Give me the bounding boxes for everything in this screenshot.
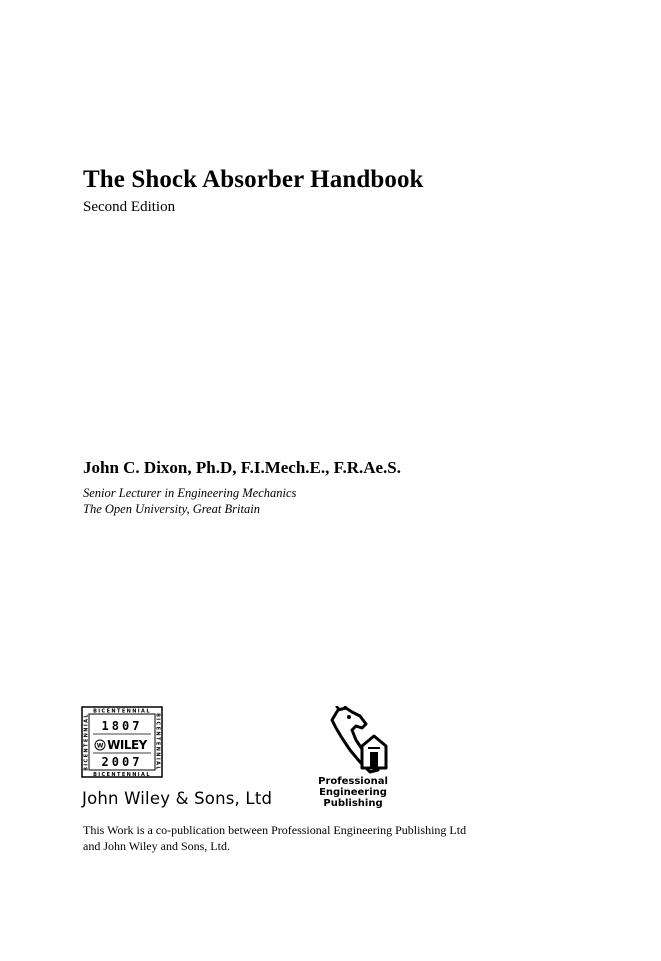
border-text-bottom: BICENTENNIAL	[93, 772, 151, 778]
border-text-right: BICENTENNIAL	[154, 713, 161, 771]
wiley-year-end: 2007	[101, 755, 143, 769]
pep-publisher-name	[314, 776, 392, 809]
book-edition: Second Edition	[83, 199, 176, 215]
border-text-top: BICENTENNIAL	[93, 708, 151, 715]
pep-line-engineering: Engineering	[319, 787, 387, 798]
pep-line-professional: Professional	[318, 776, 388, 787]
border-text-left: BICENTENNIAL	[83, 713, 90, 771]
book-title: The Shock Absorber Handbook	[83, 166, 424, 193]
wiley-bicentennial-logo-icon	[81, 706, 163, 778]
wiley-year-start: 1807	[101, 719, 143, 733]
copublication-note-line1: This Work is a co-publication between Professional Engineering Publishing Ltd	[83, 823, 467, 837]
svg-text:W: W	[96, 742, 104, 750]
author-name: John C. Dixon, Ph.D, F.I.Mech.E., F.R.Ae.S.	[83, 458, 402, 477]
author-affiliation-institution: The Open University, Great Britain	[83, 502, 260, 516]
author-affiliation-title: Senior Lecturer in Engineering Mechanics	[83, 486, 297, 500]
copublication-note-line2: and John Wiley and Sons, Ltd.	[83, 839, 230, 853]
wiley-publisher-name: John Wiley & Sons, Ltd	[82, 789, 273, 808]
pep-line-publishing: Publishing	[323, 798, 383, 809]
horse-logo-icon	[316, 706, 390, 776]
wiley-brand: WILEY	[107, 738, 147, 752]
